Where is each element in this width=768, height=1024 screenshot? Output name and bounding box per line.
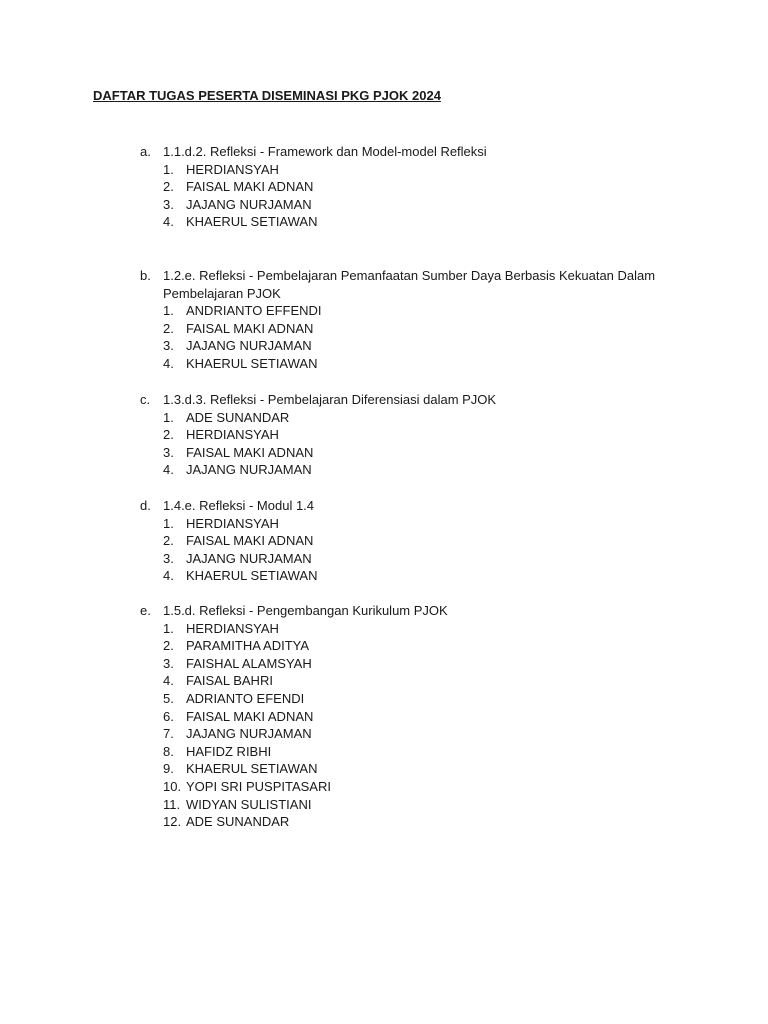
participant-name: FAISAL MAKI ADNAN <box>186 179 314 195</box>
participant-item <box>163 813 660 831</box>
task-item <box>140 267 660 373</box>
task-title: 1.3.d.3. Refleksi - Pembelajaran Diferensiasi dalam PJOK <box>163 392 497 407</box>
participant-item <box>163 444 660 462</box>
task-letter: b. <box>140 268 151 283</box>
task-item <box>140 143 660 231</box>
participant-list <box>140 409 660 479</box>
participant-number: 3. <box>163 655 174 671</box>
participant-name: FAISAL MAKI ADNAN <box>186 444 314 460</box>
document-title: DAFTAR TUGAS PESERTA DISEMINASI PKG PJOK 2024 <box>93 88 441 103</box>
task-item <box>140 391 660 479</box>
participant-name: KHAERUL SETIAWAN <box>186 568 318 584</box>
participant-name: ADE SUNANDAR <box>186 814 290 830</box>
task-letter: d. <box>140 498 151 513</box>
participant-item <box>163 690 660 708</box>
participant-item <box>163 196 660 214</box>
participant-number: 1. <box>163 515 174 531</box>
participant-number: 2. <box>163 320 174 336</box>
participant-item <box>163 725 660 743</box>
participant-item <box>163 620 660 638</box>
task-heading <box>140 497 660 515</box>
participant-list <box>140 161 660 231</box>
participant-name: JAJANG NURJAMAN <box>186 196 312 212</box>
participant-item <box>163 337 660 355</box>
participant-number: 3. <box>163 338 174 354</box>
participant-item <box>163 461 660 479</box>
participant-number: 4. <box>163 462 174 478</box>
task-item <box>140 602 660 831</box>
task-letter: a. <box>140 144 151 159</box>
participant-name: JAJANG NURJAMAN <box>186 462 312 478</box>
participant-name: FAISHAL ALAMSYAH <box>186 655 312 671</box>
participant-number: 12. <box>163 814 182 830</box>
task-title: 1.2.e. Refleksi - Pembelajaran Pemanfaatan Sumber Daya Berbasis Kekuatan Dalam Pembelajaran PJOK <box>163 268 656 301</box>
participant-name: KHAERUL SETIAWAN <box>186 355 318 371</box>
participant-number: 3. <box>163 550 174 566</box>
participant-item <box>163 161 660 179</box>
participant-name: YOPI SRI PUSPITASARI <box>186 778 331 794</box>
participant-item <box>163 778 660 796</box>
participant-name: JAJANG NURJAMAN <box>186 726 312 742</box>
participant-item <box>163 302 660 320</box>
participant-number: 6. <box>163 708 174 724</box>
participant-item <box>163 178 660 196</box>
participant-list <box>140 515 660 585</box>
participant-number: 4. <box>163 214 174 230</box>
task-heading <box>140 267 660 302</box>
participant-number: 2. <box>163 638 174 654</box>
participant-number: 1. <box>163 620 174 636</box>
participant-name: ADE SUNANDAR <box>186 409 290 425</box>
participant-item <box>163 672 660 690</box>
participant-number: 4. <box>163 568 174 584</box>
participant-item <box>163 426 660 444</box>
participant-number: 5. <box>163 690 174 706</box>
task-item <box>140 497 660 585</box>
participant-number: 3. <box>163 196 174 212</box>
participant-number: 4. <box>163 673 174 689</box>
participant-number: 9. <box>163 761 174 777</box>
participant-item <box>163 515 660 533</box>
participant-name: JAJANG NURJAMAN <box>186 550 312 566</box>
participant-name: HERDIANSYAH <box>186 620 279 636</box>
participant-item <box>163 655 660 673</box>
participant-item <box>163 796 660 814</box>
participant-item <box>163 213 660 231</box>
participant-name: HAFIDZ RIBHI <box>186 743 272 759</box>
task-title: 1.4.e. Refleksi - Modul 1.4 <box>163 498 315 513</box>
participant-name: HERDIANSYAH <box>186 427 279 443</box>
participant-name: FAISAL MAKI ADNAN <box>186 320 314 336</box>
participant-item <box>163 743 660 761</box>
participant-item <box>163 760 660 778</box>
participant-item <box>163 637 660 655</box>
participant-number: 4. <box>163 355 174 371</box>
participant-list <box>140 620 660 831</box>
participant-number: 1. <box>163 409 174 425</box>
participant-name: PARAMITHA ADITYA <box>186 638 310 654</box>
participant-name: FAISAL BAHRI <box>186 673 273 689</box>
participant-item <box>163 532 660 550</box>
participant-number: 8. <box>163 743 174 759</box>
participant-number: 1. <box>163 303 174 319</box>
participant-name: HERDIANSYAH <box>186 161 279 177</box>
participant-name: HERDIANSYAH <box>186 515 279 531</box>
participant-number: 7. <box>163 726 174 742</box>
participant-item <box>163 355 660 373</box>
task-heading <box>140 391 660 409</box>
participant-item <box>163 550 660 568</box>
participant-name: JAJANG NURJAMAN <box>186 338 312 354</box>
participant-item <box>163 409 660 427</box>
participant-item <box>163 567 660 585</box>
participant-number: 2. <box>163 179 174 195</box>
participant-item <box>163 708 660 726</box>
task-title: 1.5.d. Refleksi - Pengembangan Kurikulum PJOK <box>163 603 448 618</box>
task-letter: e. <box>140 603 151 618</box>
participant-number: 10. <box>163 778 182 794</box>
participant-name: KHAERUL SETIAWAN <box>186 214 318 230</box>
participant-number: 1. <box>163 161 174 177</box>
participant-name: ANDRIANTO EFFENDI <box>186 303 322 319</box>
participant-number: 2. <box>163 533 174 549</box>
participant-number: 2. <box>163 427 174 443</box>
participant-name: FAISAL MAKI ADNAN <box>186 708 314 724</box>
participant-number: 11. <box>163 796 181 812</box>
participant-name: KHAERUL SETIAWAN <box>186 761 318 777</box>
participant-number: 3. <box>163 444 174 460</box>
participant-name: ADRIANTO EFENDI <box>186 690 305 706</box>
task-letter: c. <box>140 392 151 407</box>
participant-list <box>140 302 660 372</box>
participant-item <box>163 320 660 338</box>
task-heading <box>140 602 660 620</box>
task-heading <box>140 143 660 161</box>
task-title: 1.1.d.2. Refleksi - Framework dan Model-model Refleksi <box>163 144 487 159</box>
participant-name: WIDYAN SULISTIANI <box>186 796 312 812</box>
participant-name: FAISAL MAKI ADNAN <box>186 533 314 549</box>
